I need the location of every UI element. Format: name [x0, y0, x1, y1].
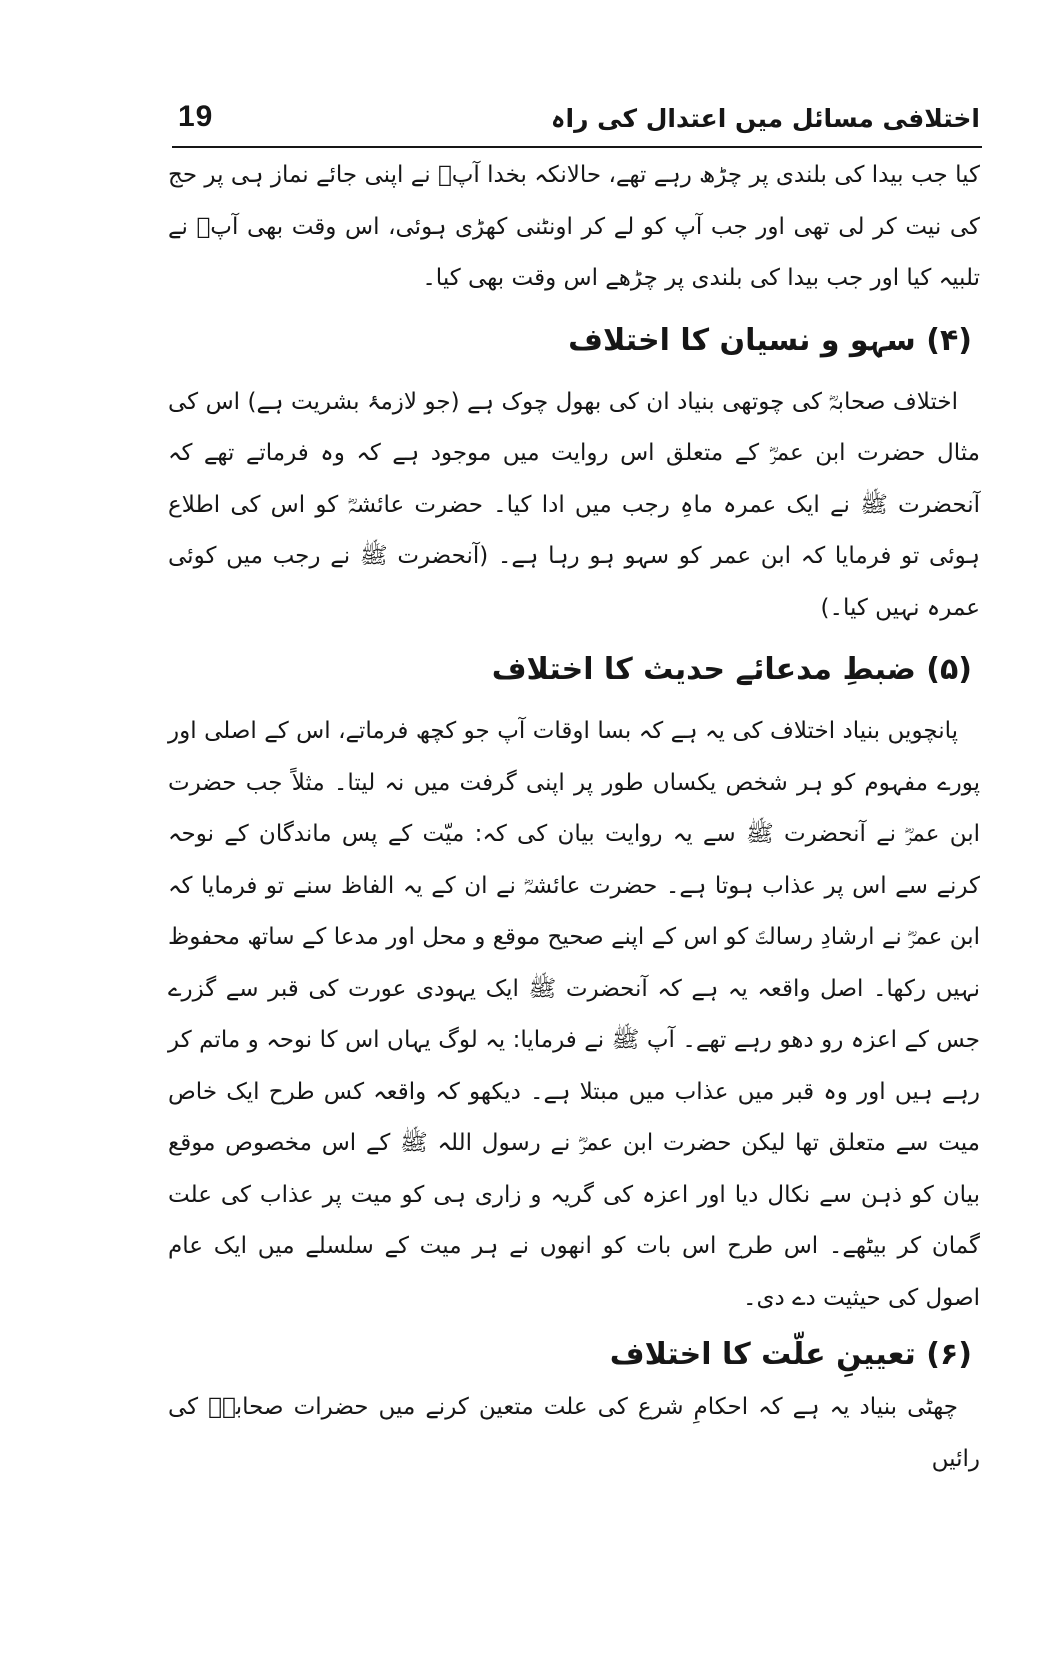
page-number: 19 — [178, 100, 214, 133]
heading-section-5: (۵) ضبطِ مدعائے حدیث کا اختلاف — [491, 652, 972, 687]
paragraph-hajj-talbiyah: کیا جب بیدا کی بلندی پر چڑھ رہے تھے، حالانکہ بخدا آپؐ نے اپنی جائے نماز ہی پر حج کی نیت کر لی تھی اور جب آپ کو لے کر اونٹنی کھڑی ہوئی، اس وقت بھی آپؐ نے تلبیہ کیا اور جب بیدا کی بلندی پر چڑھے اس وقت بھی کیا۔ — [168, 162, 980, 291]
running-title: اختلافی مسائل میں اعتدال کی راہ — [550, 104, 980, 133]
heading-section-6: (۶) تعیینِ علّت کا اختلاف — [609, 1337, 972, 1372]
paragraph-section-5: پانچویں بنیاد اختلاف کی یہ ہے کہ بسا اوقات آپ جو کچھ فرماتے، اس کے اصلی اور پورے مفہوم کو ہر شخص یکساں طور پر اپنی گرفت میں نہ لیتا۔ مثلاً جب حضرت ابن عمرؓ نے آنحضرت ﷺ سے یہ روایت بیان کی کہ: میّت کے پس ماندگان کے نوحہ کرنے سے اس پر عذاب ہوتا ہے۔ حضرت عائشہؓ نے ان کے یہ الفاظ سنے تو فرمایا کہ ابن عمرؓ نے ارشادِ رسالتؐ کو اس کے اپنے صحیح موقع و محل اور مدعا کے ساتھ محفوظ نہیں رکھا۔ اصل واقعہ یہ ہے کہ آنحضرت ﷺ ایک یہودی عورت کی قبر سے گزرے جس کے اعزہ رو دھو رہے تھے۔ آپ ﷺ نے فرمایا: یہ لوگ یہاں اس کا نوحہ و ماتم کر رہے ہیں اور وہ قبر میں عذاب میں مبتلا ہے۔ دیکھو کہ واقعہ کس طرح ایک خاص میت سے متعلق تھا لیکن حضرت ابن عمرؓ نے رسول اللہ ﷺ کے اس مخصوص موقع بیان کو ذہن سے نکال دیا اور اعزہ کی گریہ و زاری ہی کو میت پر عذاب کی علت گمان کر بیٹھے۔ اس طرح اس بات کو انھوں نے ہر میت کے سلسلے میں ایک عام اصول کی حیثیت دے دی۔ — [168, 718, 980, 1311]
paragraph-section-6: چھٹی بنیاد یہ ہے کہ احکامِ شرع کی علت متعین کرنے میں حضرات صحابہؓ کی رائیں — [168, 1394, 980, 1472]
paragraph-section-4: اختلاف صحابہؓ کی چوتھی بنیاد ان کی بھول چوک ہے (جو لازمۂ بشریت ہے) اس کی مثال حضرت ابن عمرؓ کے متعلق اس روایت میں موجود ہے کہ وہ فرماتے تھے کہ آنحضرت ﷺ نے ایک عمرہ ماہِ رجب میں ادا کیا۔ حضرت عائشہؓ کو اس کی اطلاع ہوئی تو فرمایا کہ ابن عمر کو سہو ہو رہا ہے۔ (آنحضرت ﷺ نے رجب میں کوئی عمرہ نہیں کیا۔) — [168, 388, 980, 621]
page-body — [168, 150, 980, 1485]
heading-section-4: (۴) سہو و نسیان کا اختلاف — [568, 322, 972, 358]
page-header — [168, 98, 980, 146]
header-rule — [172, 146, 982, 148]
